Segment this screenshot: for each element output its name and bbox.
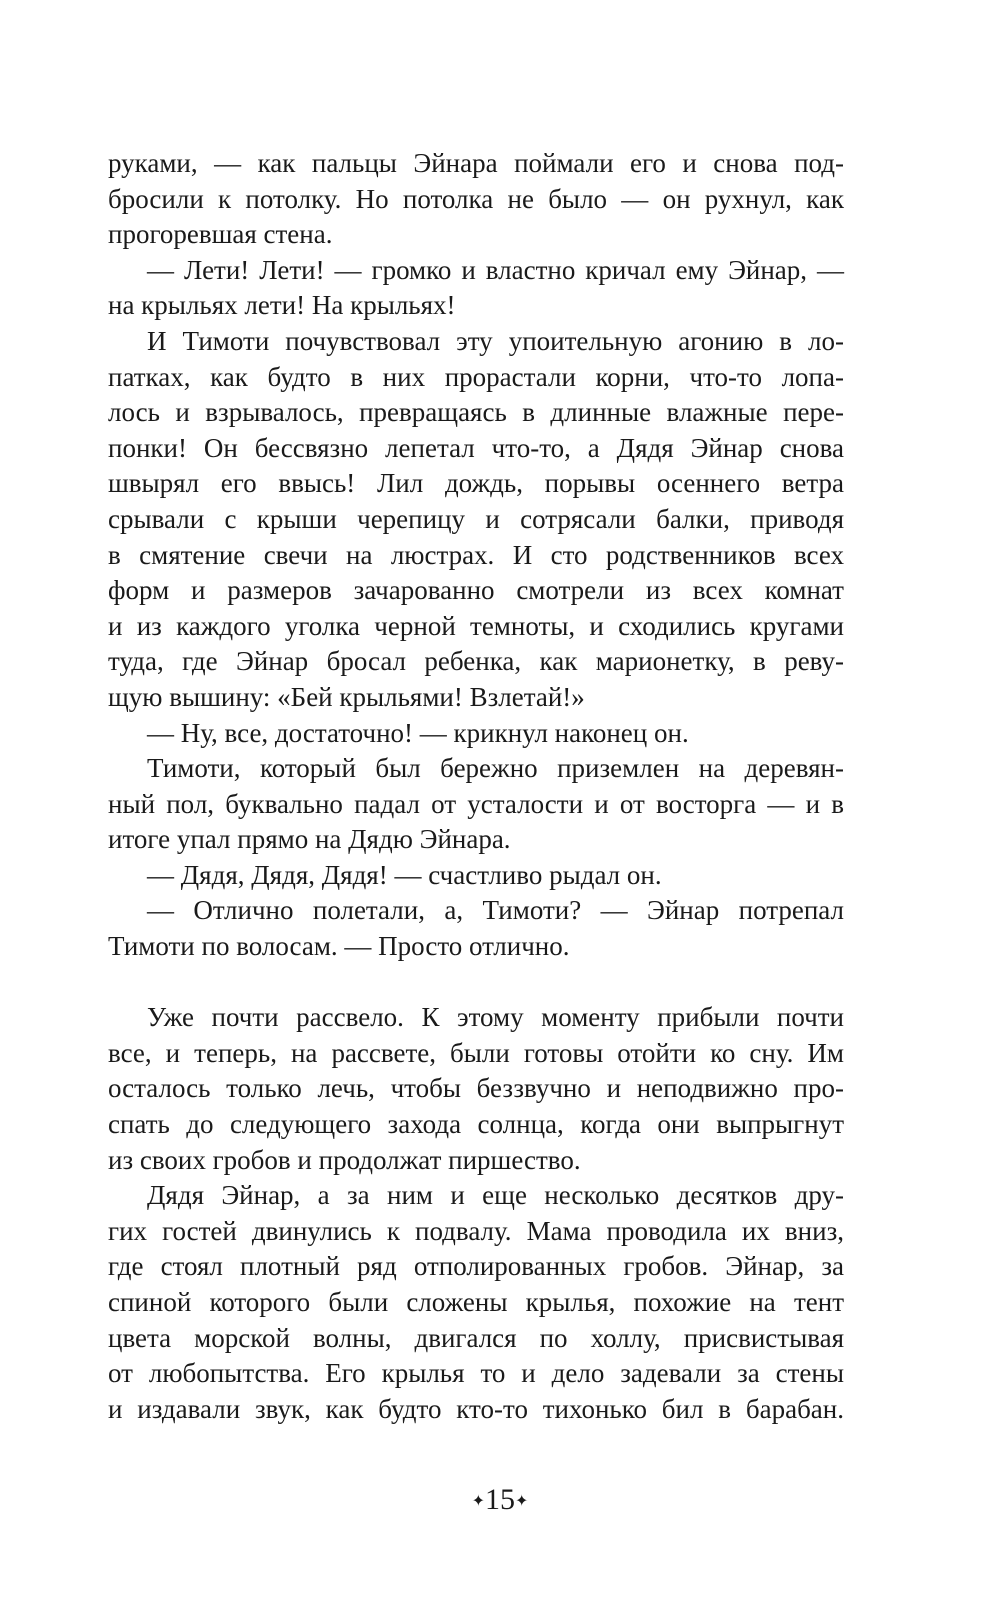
text-line: спиной которого были сложены крылья, похожие на тент — [108, 1287, 844, 1317]
text-line: туда, где Эйнар бросал ребенка, как марионетку, в реву- — [108, 646, 844, 677]
text-line: бросили к потолку. Но потолка не было — он рухнул, как — [108, 183, 844, 214]
page-number-value: 15 — [485, 1483, 515, 1516]
text-line: Тимоти, который был бережно приземлен на деревян- — [147, 753, 844, 784]
text-line: прогоревшая стена. — [108, 219, 333, 250]
text-line: срывали с крыши черепицу и сотрясали балки, приводя — [108, 503, 844, 534]
text-line: спать до следующего захода солнца, когда они выпрыгнут — [108, 1109, 844, 1140]
section-break — [108, 965, 844, 1001]
text-line: руками, — как пальцы Эйнара поймали его и снова под- — [108, 148, 844, 178]
text-line: — Лети! Лети! — громко и властно кричал ему Эйнар, — — [147, 254, 844, 285]
star-ornament-icon: ✦ — [471, 1493, 485, 1511]
text-line: где стоял плотный ряд отполированных гробов. Эйнар, за — [108, 1251, 844, 1282]
text-line: и из каждого уголка черной темноты, и сходились кругами — [108, 610, 844, 641]
text-line: итоге упал прямо на Дядю Эйнара. — [108, 824, 511, 855]
text-line: — Отлично полетали, а, Тимоти? — Эйнар потрепал — [147, 895, 844, 926]
text-line: — Дядя, Дядя, Дядя! — счастливо рыдал он. — [147, 859, 662, 890]
body-text — [108, 146, 844, 1427]
text-line: форм и размеров зачарованно смотрели из всех комнат — [108, 575, 844, 606]
text-line: из своих гробов и продолжат пиршество. — [108, 1144, 581, 1175]
text-line: осталось только лечь, чтобы беззвучно и неподвижно про- — [108, 1073, 844, 1104]
text-line: гих гостей двинулись к подвалу. Мама проводила их вниз, — [108, 1215, 844, 1246]
text-line: Дядя Эйнар, а за ним и еще несколько десятков дру- — [147, 1180, 844, 1211]
text-line: лось и взрывалось, превращаясь в длинные влажные пере- — [108, 397, 844, 428]
text-line: и издавали звук, как будто кто-то тихонько бил в барабан. — [108, 1393, 844, 1424]
text-line: швырял его ввысь! Лил дождь, порывы осеннего ветра — [108, 468, 844, 499]
text-line: цвета морской волны, двигался по холлу, присвистывая — [108, 1322, 844, 1353]
text-line: патках, как будто в них прорастали корни, что-то лопа- — [108, 361, 844, 392]
text-line: Тимоти по волосам. — Просто отлично. — [108, 931, 570, 962]
page-number — [0, 1480, 1000, 1522]
text-line: — Ну, все, достаточно! — крикнул наконец он. — [147, 717, 689, 748]
text-line: от любопытства. Его крылья то и дело задевали за стены — [108, 1358, 844, 1389]
star-ornament-icon: ✦ — [515, 1493, 529, 1511]
text-line: щую вышину: «Бей крыльями! Взлетай!» — [108, 681, 585, 712]
text-line: в смятение свечи на люстрах. И сто родственников всех — [108, 539, 844, 570]
text-line: понки! Он бессвязно лепетал что-то, а Дядя Эйнар снова — [108, 432, 844, 463]
text-line: И Тимоти почувствовал эту упоительную агонию в ло- — [147, 325, 844, 356]
text-line: все, и теперь, на рассвете, были готовы отойти ко сну. Им — [108, 1037, 844, 1068]
text-line: ный пол, буквально падал от усталости и от восторга — и в — [108, 788, 844, 819]
text-line: Уже почти рассвело. К этому моменту прибыли почти — [147, 1002, 844, 1033]
text-line: на крыльях лети! На крыльях! — [108, 290, 456, 321]
